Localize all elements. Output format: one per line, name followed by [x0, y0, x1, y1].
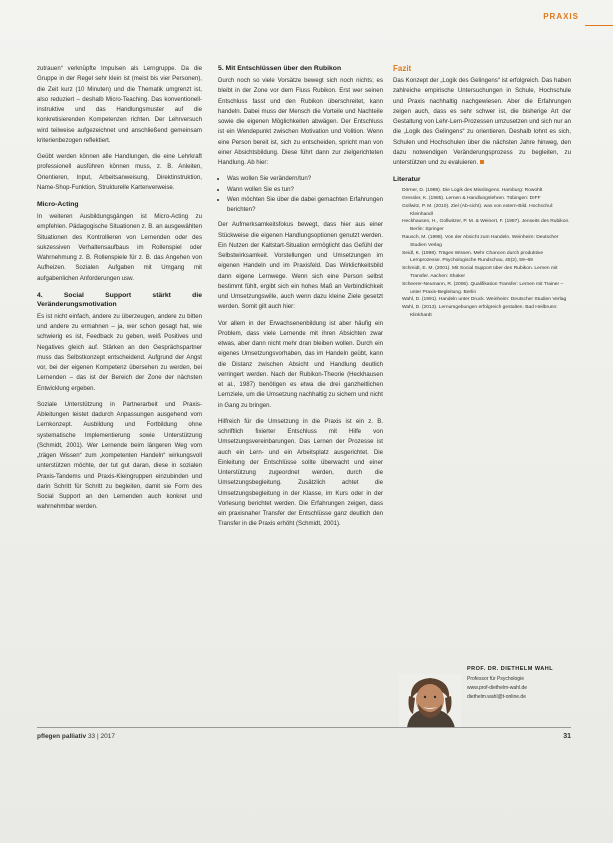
literature-entry: Gollwitz, P. M. (2010). Ziel (Ab-sicht). was von extern-Bild. Hochschul: Kleinhandl — [402, 203, 554, 217]
text-column-1 — [37, 64, 202, 519]
author-website-link[interactable]: www.prof-diethelm-wahl.de — [467, 685, 528, 691]
literature-entry: Scheerer-Neumann, R. (2006). Qualifikation Transfer: Lernen mit Trainer – unter Praxis-Begleitung. Berlin — [402, 281, 564, 295]
literature-entry: Dörner, D. (1989). Die Logik des Misslingens. Hamburg: Rowohlt — [402, 188, 543, 194]
paragraph: Vor allem in der Erwachsenenbildung ist aber häufig ein Problem, dass viele Lernende mit ihren Absichten zwar etwas, aber dann nicht mehr dran bleiben wollen. Durch ein eigenes Umsetzungsvorhaben, das im Handeln geübt, kann die Distanz zwischen Absicht und Handlung deutlich verringert werden. Nach der Rubikon-Theorie (Heckhausen et al., 1987) benötigen es etwa die drei ganzheitlichen Lernziele, um die Umsetzung nachhaltig zu sichern und nicht in Gang zu bringen. — [218, 319, 383, 409]
paragraph: In weiteren Ausbildungsgängen ist Micro-Acting zu empfehlen. Pädagogische Situationen z. B. an ausgewählten Situationen des Kontrollieren von Lernenden oder des sukzessiven Verhaltensaufbaus im Rollenspiel oder Wahrnehmung z. B. Rollenspiele für z. B. das Angehen von Aufheizen. Sozialen Aufgaben mit Umgang mit aufgabenlichen Anforderungen usw. — [37, 213, 202, 282]
literature-entry: Wahl, D. (1991). Handeln unter Druck. Weinheim: Deutscher Studien Verlag — [402, 297, 567, 303]
section-heading-rubikon: 5. Mit Entschlüssen über den Rubikon — [218, 65, 342, 72]
literature-entry: Rausch, M. (1998). Von der Absicht zum Handeln. Weinheim: Deutscher Studien Verlag — [402, 235, 559, 248]
section-heading-micro-acting: Micro-Acting — [37, 201, 79, 208]
literature-entry: Gressler, K. (1985). Lernen & Handlungslehren. Tübingen: DIFF — [402, 196, 541, 202]
paragraph: Geübt werden können alle Handlungen, die eine Lehrkraft professionell ausführen können muss, z. B. Anleiten, Orientieren, Input, Arbeitsanweisung, Direktinstruktion, Name-Shop-Funktion, Strukturelle Kartenverweise. — [37, 153, 202, 191]
text-column-2 — [218, 64, 383, 536]
literature-list — [393, 187, 571, 320]
author-name: PROF. DR. DIETHELM WAHL — [467, 666, 554, 672]
paragraph: Der Aufmerksamkeitsfokus bewegt, dass hier aus einer Stückweise die eigenen Handlungsoptionen genutzt werden. Ein Nutzen der Kaltstart-Situation ermöglicht das Gefühl der Selbstwirksamkeit. Vorstellungen und Umsetzungen im eigenen Handeln und im Praxisfeld. Das Wirklichkeitsbild dann eigene Lernwege. Wenn sich eine Person selbst bestimmt fühlt, ergibt sich ein hohes Maß an Verbindlichkeit und Umsetzungswille, auch wenn dazu kleine Ziele gesetzt werden. Somit gilt auch hier: — [218, 221, 383, 311]
section-heading-social-support: 4. Social Support stärkt die Veränderungsmotivation — [37, 291, 202, 308]
paragraph: Es ist nicht einfach, andere zu überzeugen, andere zu bitten und andere zu ermahnen – ja, wer schon gesagt hat, wie schwierig es ist, Feedback zu geben, weiß Positives und Negatives gleich auf. Stärken an den Gesprächspartner muss das Selbstkonzept entscheidend. Aufgrund der Angst vor, bei der eigenen Kompetenz übersehen zu werden, bei Lernenden – das ist der Bereich der Zone der nächsten Entwicklung ergeben. — [37, 312, 202, 392]
literature-entry: Seidl, K. (1998). Träges Wissen. Mehr Chancen durch produktive Lernprozesse. Psychologische Rundschau, 45(2), 59–69 — [402, 250, 544, 264]
text-column-3 — [393, 64, 571, 325]
paragraph: Soziale Unterstützung in Partnerarbeit und Praxis-Ableitungen leistet dadurch Anpassungen ausgehend vom Lernkonzept. Ausbildung und Fortbildung ohne systematische Implementierung sowie Unterstützung (Schmidt, 2001). Wer Lernende beim längeren Weg vom „trägen Wissen“ zum „kompetenten Handeln“ wirkungsvoll unterstützen möchte, der tut gut daran, diese in sozialen Praxis-Tandems und Praxis-Kleingruppen einzubinden und darin Schritt für Schritt zu begleiten, damit sie Form des Social Support an den Lernenden auch konkret und wahrnehmbar werden. — [37, 400, 202, 511]
literature-entry: Heckhausen, H., Gollwitzer, P. M. & Weinert, F. (1987). Jenseits des Rubikon. Berlin: Springer — [402, 219, 570, 233]
section-heading-fazit: Fazit — [393, 64, 412, 73]
paragraph — [393, 76, 571, 168]
page-number: 31 — [563, 733, 571, 740]
section-rubric: PRAXIS — [543, 12, 579, 21]
author-photo — [399, 674, 461, 728]
paragraph: Durch noch so viele Vorsätze bewegt sich noch nichts; es bleibt in der Zone vor dem Fluss Rubikon. Erst wer seinen Entschluss fasst und den Rubikon überschreitet, kann handeln. Dabei muss der Mensch die Vorteile und Nachteile sowie die eigenen Möglichkeiten abwägen. Der Entschluss ist ein Wendepunkt zwischen Motivation und Volition. Wenn eine Person bereit ist, sich zu entscheiden, spricht man von einer Absichtsbildung. Diese führt dann zur zielgerichteten Handlung. Ab hier: — [218, 77, 383, 166]
fazit-text: Das Konzept der „Logik des Gelingens“ ist erfolgreich. Das haben zahlreiche empirische Untersuchungen in Schule, Hochschule und Praxis nachhaltig nachgewiesen. Aber die Erfahrungen zeigen auch, dass es sehr schwer ist, die bisherige Art der Gestaltung von Lehr-Lern-Prozessen umzusetzen und sich nur an die „Logik des Gelingens“ zu orientieren. Deshalb lohnt es sich, Schulen und Hochschulen über die nächsten Jahre hinweg, den dazu notwendigen Veränderungsprozess zu begleiten, zu unterstützen und zu evaluieren. — [393, 77, 571, 166]
publication-name: pflegen palliativ — [37, 733, 87, 740]
list-item: • Was wollen Sie verändern/tun? — [227, 174, 383, 184]
question-list — [218, 174, 383, 215]
footer-publication — [37, 733, 115, 740]
section-heading-literature: Literatur — [393, 176, 421, 184]
paragraph: Hilfreich für die Umsetzung in die Praxis ist ein z. B. schriftlich fixierter Entschluss mit Hilfe von Umsetzungsvereinbarungen. Das Lernen der Prozesse ist auch ein Lern- und ein Arbeitsplatz ausgerichtet. Die Einleitung der Entschlüsse sollte überwacht und einer Unterstützung zugeordnet werden, durch die Umsetzungsbegleitung. Zusätzlich achtet die Umsetzungsbegleitung in der Klasse, im Kurs oder in der Vorlesung berichtet werden. Die Erfahrungen zeigen, dass ein praxisnaher Transfer der Entschlüsse ganz deutlich den Transfer in die Praxis erhöht (Schmidt, 2001). — [218, 417, 383, 528]
author-role: Professor für Psychologie — [467, 676, 524, 682]
literature-entry: Wahl, D. (2013). Lernumgebungen erfolgreich gestalten. Bad Heilbrunn: Klinkhardt — [402, 305, 558, 318]
list-item: • Wen möchten Sie über die dabei gemachten Erfahrungen berichten? — [227, 195, 383, 216]
footer-rule — [37, 727, 571, 728]
paragraph: zutrauen“ verknüpfte Impulsen als Lerngruppe. Da die Gruppe in der Regel sehr klein ist (meist bis vier Personen), die Zeit kurz (10 Minuten) und die Thematik umgrenzt ist, also reduziert – deshalb Micro-Teaching. Das konventionell-instruktive und das Handlungsmuster auf die konkretisierenden Kompetenzen richten. Der Lehrversuch wird teilweise aufgezeichnet und anschließend gemeinsam kriterienbezogen reflektiert. — [37, 65, 202, 144]
rubric-rule — [585, 25, 613, 26]
end-mark-icon — [480, 160, 484, 164]
issue-number: 33 | 2017 — [87, 733, 115, 740]
list-item: • Wann wollen Sie es tun? — [227, 185, 383, 195]
literature-entry: Schmidt, E. M. (2001). Mit Social Support über den Rubikon. Lernen mit Transfer. Aachen: Shaker — [402, 266, 558, 280]
author-email-link[interactable]: diethelm.wahl@t-online.de — [467, 694, 526, 700]
